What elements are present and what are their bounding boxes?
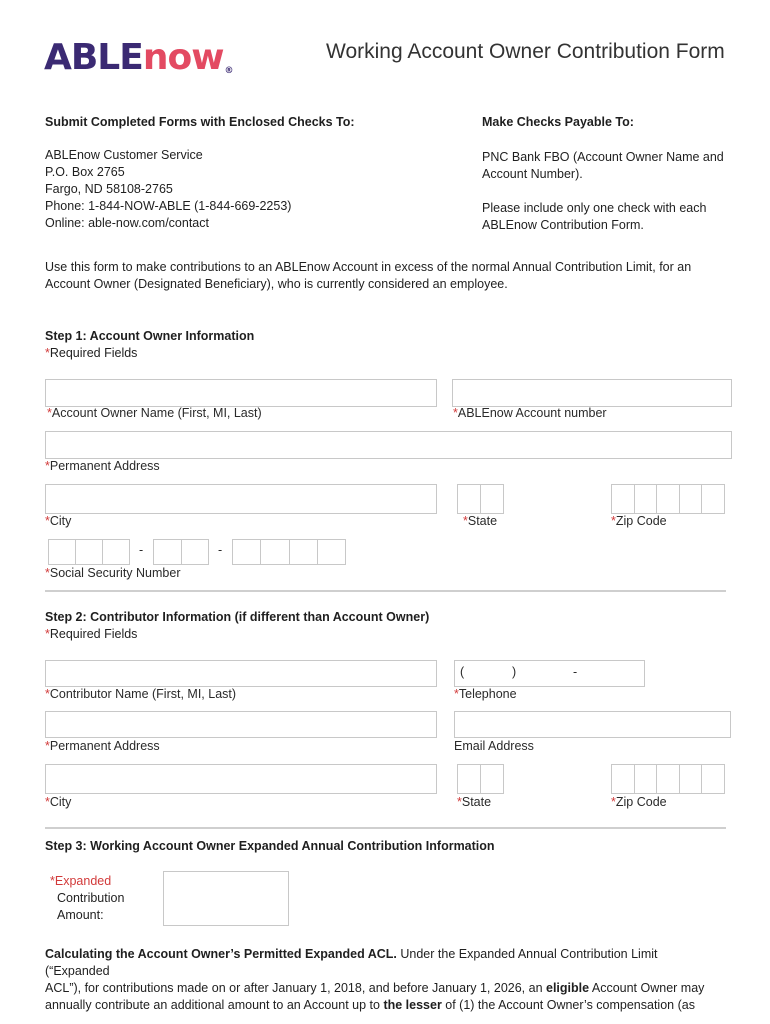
- contributor-name-input[interactable]: [45, 660, 437, 687]
- owner-address-label-text: Permanent Address: [49, 459, 160, 473]
- intro-text: [45, 259, 725, 293]
- contributor-name-label: *Contributor Name (First, MI, Last): [45, 687, 237, 701]
- contributor-zip-label: *Zip Code: [611, 795, 667, 809]
- calc-text: of (1) the Account Owner’s compensation (as: [441, 998, 695, 1012]
- contributor-email-input[interactable]: [454, 711, 731, 738]
- logo-now: now: [142, 37, 224, 78]
- payable-line2: Account Number).: [482, 167, 583, 181]
- expanded-label-line1: *Expanded: [50, 874, 112, 888]
- calc-text: annually contribute an additional amount to an Account up to: [45, 998, 384, 1012]
- submit-line: ABLEnow Customer Service: [45, 148, 203, 162]
- contributor-zip-label-text: Zip Code: [615, 795, 667, 809]
- calc-text: Under the Expanded Annual Contribution Limit (“Expanded: [45, 947, 658, 978]
- owner-state-label: *State: [463, 514, 498, 528]
- required-text: Required Fields: [49, 346, 138, 360]
- contributor-telephone-input[interactable]: [454, 660, 645, 687]
- contributor-state-input[interactable]: [457, 764, 504, 794]
- intro-line2: Account Owner (Designated Beneficiary), who is currently considered an employee.: [45, 277, 508, 291]
- step1-required-note: *Required Fields: [45, 346, 138, 360]
- calculation-paragraph: [45, 946, 725, 1014]
- step3-heading: Step 3: Working Account Owner Expanded Annual Contribution Information: [45, 839, 495, 853]
- submit-address: [45, 147, 291, 232]
- intro-line1: Use this form to make contributions to an ABLEnow Account in excess of the normal Annual Contribution Limit, for an: [45, 260, 692, 274]
- account-number-label: *ABLEnow Account number: [453, 406, 607, 420]
- owner-address-input[interactable]: [45, 431, 732, 459]
- payable-line1: PNC Bank FBO (Account Owner Name and: [482, 150, 724, 164]
- contributor-telephone-label: *Telephone: [454, 687, 517, 701]
- submit-heading: Submit Completed Forms with Enclosed Checks To:: [45, 115, 355, 129]
- ssn-label-text: Social Security Number: [49, 566, 181, 580]
- ssn-part2-input[interactable]: [153, 539, 209, 565]
- ssn-dash: -: [218, 543, 223, 557]
- form-title: Working Account Owner Contribution Form: [326, 40, 725, 63]
- ssn-part1-input[interactable]: [48, 539, 130, 565]
- calc-eligible: eligible: [546, 981, 590, 995]
- submit-line: Online: able-now.com/contact: [45, 216, 209, 230]
- step2-required-note: *Required Fields: [45, 627, 138, 641]
- ablenow-logo: [44, 37, 233, 78]
- logo-registered: ®: [224, 66, 233, 76]
- payable-heading: Make Checks Payable To:: [482, 115, 634, 129]
- contributor-telephone-label-text: Telephone: [458, 687, 517, 701]
- submit-line: Phone: 1-844-NOW-ABLE (1-844-669-2253): [45, 199, 292, 213]
- owner-zip-input[interactable]: [611, 484, 725, 514]
- divider: [45, 827, 726, 829]
- payable-note1: Please include only one check with each: [482, 201, 707, 215]
- divider: [45, 590, 726, 592]
- calc-heading: Calculating the Account Owner’s Permitted Expanded ACL.: [45, 947, 397, 961]
- contributor-name-label-text: Contributor Name (First, MI, Last): [49, 687, 237, 701]
- phone-open-paren: (: [460, 665, 465, 679]
- submit-line: P.O. Box 2765: [45, 165, 125, 179]
- contributor-address-input[interactable]: [45, 711, 437, 738]
- expanded-label-text: Expanded: [54, 874, 112, 888]
- contributor-email-label: Email Address: [454, 739, 534, 753]
- owner-zip-label: *Zip Code: [611, 514, 667, 528]
- owner-name-input[interactable]: [45, 379, 437, 407]
- expanded-label-line2: Contribution: [57, 891, 125, 905]
- contributor-state-label: *State: [457, 795, 492, 809]
- payable-note2: ABLEnow Contribution Form.: [482, 218, 644, 232]
- account-number-input[interactable]: [452, 379, 732, 407]
- ssn-label: *Social Security Number: [45, 566, 181, 580]
- expanded-label-line3: Amount:: [57, 908, 104, 922]
- owner-name-label: *Account Owner Name (First, MI, Last): [47, 406, 262, 420]
- step2-heading: Step 2: Contributor Information (if different than Account Owner): [45, 610, 430, 624]
- step1-heading: Step 1: Account Owner Information: [45, 329, 255, 343]
- contributor-address-label-text: Permanent Address: [49, 739, 160, 753]
- expanded-contribution-amount-input[interactable]: [163, 871, 289, 926]
- contributor-zip-input[interactable]: [611, 764, 725, 794]
- calc-text: Account Owner may: [589, 981, 705, 995]
- contributor-city-input[interactable]: [45, 764, 437, 794]
- calc-lesser: the lesser: [383, 998, 442, 1012]
- owner-zip-label-text: Zip Code: [615, 514, 667, 528]
- owner-state-input[interactable]: [457, 484, 504, 514]
- account-number-label-text: ABLEnow Account number: [457, 406, 607, 420]
- logo-able: ABLE: [44, 37, 143, 78]
- submit-line: Fargo, ND 58108-2765: [45, 182, 173, 196]
- owner-city-label: *City: [45, 514, 72, 528]
- ssn-part3-input[interactable]: [232, 539, 346, 565]
- owner-name-label-text: Account Owner Name (First, MI, Last): [51, 406, 262, 420]
- owner-city-label-text: City: [49, 514, 72, 528]
- owner-city-input[interactable]: [45, 484, 437, 514]
- contributor-city-label: *City: [45, 795, 72, 809]
- calc-text: ACL”), for contributions made on or after January 1, 2018, and before January 1, 2026, an: [45, 981, 546, 995]
- owner-state-label-text: State: [467, 514, 498, 528]
- phone-dash: -: [573, 665, 578, 679]
- phone-close-paren: ): [512, 665, 517, 679]
- contributor-city-label-text: City: [49, 795, 72, 809]
- owner-address-label: *Permanent Address: [45, 459, 160, 473]
- required-text: Required Fields: [49, 627, 138, 641]
- contributor-address-label: *Permanent Address: [45, 739, 160, 753]
- ssn-dash: -: [139, 543, 144, 557]
- contributor-state-label-text: State: [461, 795, 492, 809]
